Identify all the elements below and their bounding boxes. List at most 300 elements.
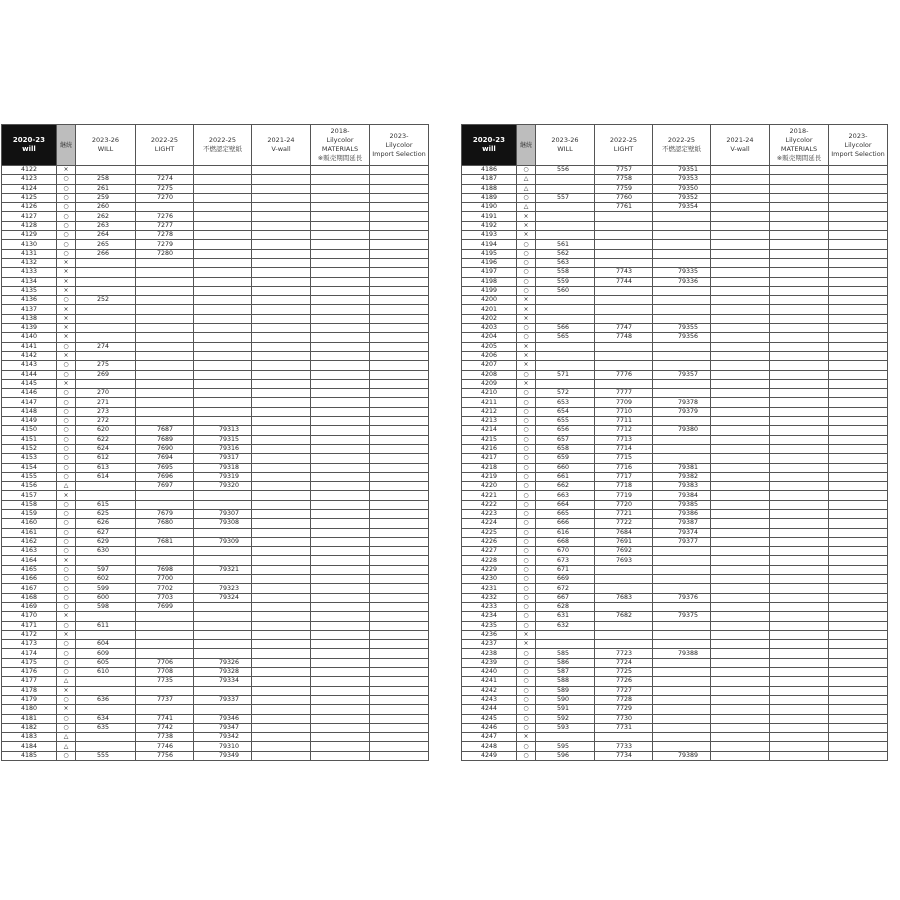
cell-status: ○ [57, 537, 76, 546]
cell-status: △ [57, 742, 76, 751]
cell-status: ○ [517, 268, 536, 277]
cell-vwall [711, 342, 770, 351]
cell-fireproof [194, 203, 252, 212]
cell-materials [770, 640, 829, 649]
table-row [462, 333, 888, 342]
cell-vwall [711, 193, 770, 202]
cell-will-2023 [76, 286, 136, 295]
cell-materials [311, 751, 370, 760]
table-row [462, 593, 888, 602]
cell-fireproof: 79350 [653, 184, 711, 193]
cell-light [136, 296, 194, 305]
cell-will-code: 4179 [2, 695, 57, 704]
cell-vwall [252, 296, 311, 305]
cell-will-code: 4143 [2, 361, 57, 370]
cell-will-code: 4177 [2, 677, 57, 686]
cell-import [370, 668, 429, 677]
cell-fireproof: 79375 [653, 612, 711, 621]
cell-vwall [711, 184, 770, 193]
cell-import [829, 314, 888, 323]
cell-will-code: 4224 [462, 519, 517, 528]
cell-fireproof [194, 379, 252, 388]
cell-will-2023: 274 [76, 342, 136, 351]
cell-status: ○ [517, 370, 536, 379]
cell-will-2023: 596 [536, 751, 595, 760]
cell-fireproof: 79380 [653, 426, 711, 435]
cell-light [595, 640, 653, 649]
cell-will-2023: 561 [536, 240, 595, 249]
cell-import [370, 258, 429, 267]
cell-will-2023: 661 [536, 472, 595, 481]
cell-import [829, 742, 888, 751]
cell-materials [770, 705, 829, 714]
cell-will-code: 4241 [462, 677, 517, 686]
cell-light [136, 649, 194, 658]
cell-status: ○ [57, 751, 76, 760]
cell-will-code: 4197 [462, 268, 517, 277]
cell-status: ○ [57, 463, 76, 472]
cell-light: 7714 [595, 444, 653, 453]
cell-materials [311, 482, 370, 491]
cell-fireproof: 79347 [194, 723, 252, 732]
cell-will-code: 4200 [462, 296, 517, 305]
cell-import [829, 444, 888, 453]
cell-will-2023 [536, 212, 595, 221]
table-row [462, 212, 888, 221]
cell-will-code: 4220 [462, 482, 517, 491]
cell-fireproof [194, 556, 252, 565]
cell-will-2023: 271 [76, 398, 136, 407]
cell-materials [770, 305, 829, 314]
cell-will-2023: 275 [76, 361, 136, 370]
cell-status: ○ [57, 528, 76, 537]
cell-status: ○ [57, 342, 76, 351]
cell-fireproof [194, 398, 252, 407]
cell-fireproof: 79384 [653, 491, 711, 500]
cell-fireproof [653, 556, 711, 565]
cell-status: ○ [57, 668, 76, 677]
cell-import [370, 407, 429, 416]
cell-light: 7693 [595, 556, 653, 565]
cell-materials [770, 175, 829, 184]
table-row [462, 695, 888, 704]
cell-will-code: 4182 [2, 723, 57, 732]
cell-fireproof: 79351 [653, 166, 711, 175]
cell-materials [770, 482, 829, 491]
cell-materials [311, 519, 370, 528]
cell-import [829, 677, 888, 686]
cell-materials [311, 221, 370, 230]
header-vwall: 2021-24 V-wall [252, 125, 311, 166]
cell-will-code: 4242 [462, 686, 517, 695]
left-table [1, 124, 429, 761]
cell-status: ○ [57, 296, 76, 305]
cell-materials [311, 705, 370, 714]
cell-materials [770, 500, 829, 509]
cell-will-2023: 658 [536, 444, 595, 453]
cell-fireproof: 79307 [194, 509, 252, 518]
cell-light: 7758 [595, 175, 653, 184]
cell-status: ○ [517, 454, 536, 463]
cell-import [829, 212, 888, 221]
cell-status: ○ [517, 556, 536, 565]
table-row [462, 389, 888, 398]
cell-light [136, 398, 194, 407]
cell-will-2023: 630 [76, 547, 136, 556]
cell-fireproof [194, 286, 252, 295]
cell-materials [311, 240, 370, 249]
cell-fireproof [653, 733, 711, 742]
cell-vwall [711, 407, 770, 416]
cell-import [370, 305, 429, 314]
cell-fireproof: 79316 [194, 444, 252, 453]
table-row [2, 556, 429, 565]
cell-will-2023: 614 [76, 472, 136, 481]
cell-status: ○ [57, 584, 76, 593]
cell-status: ○ [57, 621, 76, 630]
cell-light: 7760 [595, 193, 653, 202]
cell-will-2023: 669 [536, 575, 595, 584]
cell-import [370, 342, 429, 351]
cell-fireproof [194, 231, 252, 240]
cell-will-code: 4206 [462, 351, 517, 360]
cell-status: △ [57, 482, 76, 491]
cell-fireproof [653, 658, 711, 667]
cell-will-code: 4157 [2, 491, 57, 500]
cell-import [370, 621, 429, 630]
table-row [2, 407, 429, 416]
cell-will-2023 [76, 482, 136, 491]
cell-materials [770, 389, 829, 398]
cell-will-code: 4227 [462, 547, 517, 556]
cell-will-2023 [536, 640, 595, 649]
cell-will-code: 4158 [2, 500, 57, 509]
cell-import [829, 379, 888, 388]
cell-light: 7717 [595, 472, 653, 481]
cell-will-2023: 266 [76, 249, 136, 258]
cell-vwall [252, 342, 311, 351]
cell-fireproof: 79313 [194, 426, 252, 435]
cell-materials [770, 509, 829, 518]
table-row [2, 277, 429, 286]
cell-vwall [252, 314, 311, 323]
cell-vwall [711, 463, 770, 472]
cell-fireproof: 79324 [194, 593, 252, 602]
cell-vwall [252, 547, 311, 556]
cell-fireproof [653, 249, 711, 258]
cell-import [370, 742, 429, 751]
cell-light: 7735 [136, 677, 194, 686]
cell-materials [770, 324, 829, 333]
cell-import [829, 407, 888, 416]
cell-status: × [57, 166, 76, 175]
cell-light [595, 621, 653, 630]
cell-status: ○ [517, 547, 536, 556]
cell-materials [770, 426, 829, 435]
cell-import [829, 231, 888, 240]
cell-will-code: 4234 [462, 612, 517, 621]
cell-vwall [252, 537, 311, 546]
cell-import [829, 417, 888, 426]
left-table-body [2, 166, 429, 761]
cell-materials [311, 472, 370, 481]
cell-light: 7722 [595, 519, 653, 528]
cell-will-2023: 270 [76, 389, 136, 398]
cell-fireproof [653, 640, 711, 649]
cell-fireproof [194, 361, 252, 370]
cell-will-2023 [76, 742, 136, 751]
cell-will-code: 4190 [462, 203, 517, 212]
cell-vwall [711, 519, 770, 528]
table-row [2, 668, 429, 677]
cell-fireproof: 79346 [194, 714, 252, 723]
table-row [462, 584, 888, 593]
cell-fireproof: 79352 [653, 193, 711, 202]
cell-import [829, 668, 888, 677]
cell-import [370, 602, 429, 611]
cell-light [136, 324, 194, 333]
cell-import [829, 351, 888, 360]
cell-vwall [711, 547, 770, 556]
cell-materials [311, 584, 370, 593]
cell-materials [770, 658, 829, 667]
table-row [462, 444, 888, 453]
cell-light: 7725 [595, 668, 653, 677]
cell-import [370, 166, 429, 175]
cell-light [595, 379, 653, 388]
cell-light [136, 528, 194, 537]
cell-materials [770, 612, 829, 621]
cell-light: 7708 [136, 668, 194, 677]
cell-vwall [252, 379, 311, 388]
cell-status: ○ [57, 714, 76, 723]
cell-status: × [517, 379, 536, 388]
cell-will-2023: 670 [536, 547, 595, 556]
cell-status: ○ [517, 668, 536, 677]
cell-light: 7723 [595, 649, 653, 658]
cell-vwall [252, 482, 311, 491]
cell-light [595, 342, 653, 351]
table-row [462, 286, 888, 295]
cell-light [595, 212, 653, 221]
cell-import [370, 351, 429, 360]
cell-will-2023 [536, 361, 595, 370]
table-row [462, 547, 888, 556]
cell-fireproof: 79328 [194, 668, 252, 677]
cell-fireproof [653, 212, 711, 221]
cell-fireproof: 79353 [653, 175, 711, 184]
cell-materials [311, 677, 370, 686]
cell-vwall [252, 556, 311, 565]
cell-vwall [711, 565, 770, 574]
cell-import [370, 733, 429, 742]
header-fireproof: 2022-25 不燃認定壁紙 [194, 125, 252, 166]
header-row [2, 125, 429, 166]
cell-vwall [711, 166, 770, 175]
cell-will-code: 4239 [462, 658, 517, 667]
cell-materials [311, 537, 370, 546]
cell-materials [770, 723, 829, 732]
cell-light [136, 333, 194, 342]
table-row [462, 575, 888, 584]
cell-materials [311, 630, 370, 639]
cell-light: 7703 [136, 593, 194, 602]
cell-light: 7759 [595, 184, 653, 193]
cell-materials [770, 296, 829, 305]
cell-vwall [711, 324, 770, 333]
cell-will-code: 4213 [462, 417, 517, 426]
cell-import [829, 584, 888, 593]
cell-light [136, 305, 194, 314]
cell-light [595, 296, 653, 305]
header-light: 2022-25 LIGHT [595, 125, 653, 166]
cell-vwall [252, 361, 311, 370]
cell-status: ○ [517, 658, 536, 667]
cell-will-2023: 656 [536, 426, 595, 435]
cell-status: ○ [57, 593, 76, 602]
cell-import [829, 184, 888, 193]
cell-materials [311, 621, 370, 630]
cell-will-2023 [536, 231, 595, 240]
cell-fireproof [194, 649, 252, 658]
cell-vwall [711, 249, 770, 258]
cell-will-code: 4235 [462, 621, 517, 630]
cell-status: ○ [57, 212, 76, 221]
cell-fireproof [653, 584, 711, 593]
cell-vwall [252, 286, 311, 295]
cell-will-code: 4162 [2, 537, 57, 546]
cell-fireproof [653, 314, 711, 323]
cell-will-code: 4178 [2, 686, 57, 695]
cell-vwall [711, 314, 770, 323]
cell-vwall [252, 519, 311, 528]
cell-status: ○ [57, 565, 76, 574]
cell-fireproof [194, 370, 252, 379]
cell-import [829, 723, 888, 732]
cell-will-2023: 667 [536, 593, 595, 602]
cell-light [595, 630, 653, 639]
cell-fireproof [653, 630, 711, 639]
cell-will-2023: 263 [76, 221, 136, 230]
cell-status: ○ [57, 389, 76, 398]
cell-light [595, 314, 653, 323]
cell-vwall [711, 231, 770, 240]
cell-will-code: 4135 [2, 286, 57, 295]
cell-status: × [57, 379, 76, 388]
cell-vwall [711, 658, 770, 667]
cell-status: ○ [517, 472, 536, 481]
cell-light: 7687 [136, 426, 194, 435]
cell-will-code: 4218 [462, 463, 517, 472]
cell-status: ○ [517, 324, 536, 333]
cell-will-code: 4211 [462, 398, 517, 407]
cell-will-2023 [76, 677, 136, 686]
cell-will-2023: 261 [76, 184, 136, 193]
cell-vwall [252, 240, 311, 249]
cell-status: ○ [517, 528, 536, 537]
table-row [2, 621, 429, 630]
cell-materials [770, 649, 829, 658]
cell-materials [311, 668, 370, 677]
cell-materials [311, 370, 370, 379]
cell-materials [770, 751, 829, 760]
cell-status: × [517, 221, 536, 230]
cell-light [136, 389, 194, 398]
table-row [2, 203, 429, 212]
cell-status: ○ [57, 231, 76, 240]
cell-fireproof: 79310 [194, 742, 252, 751]
cell-status: ○ [517, 249, 536, 258]
cell-materials [311, 184, 370, 193]
cell-will-2023: 655 [536, 417, 595, 426]
cell-light: 7727 [595, 686, 653, 695]
cell-materials [311, 602, 370, 611]
table-row [2, 463, 429, 472]
cell-import [370, 528, 429, 537]
cell-materials [770, 491, 829, 500]
table-row [462, 240, 888, 249]
cell-will-2023: 269 [76, 370, 136, 379]
cell-light [136, 612, 194, 621]
cell-status: ○ [517, 686, 536, 695]
cell-vwall [711, 389, 770, 398]
table-row [462, 565, 888, 574]
cell-materials [770, 184, 829, 193]
cell-status: × [57, 277, 76, 286]
cell-materials [770, 565, 829, 574]
cell-status: ○ [517, 500, 536, 509]
cell-import [370, 231, 429, 240]
cell-vwall [711, 258, 770, 267]
cell-will-2023: 586 [536, 658, 595, 667]
cell-status: ○ [517, 751, 536, 760]
cell-fireproof: 79321 [194, 565, 252, 574]
table-row [2, 296, 429, 305]
cell-will-code: 4140 [2, 333, 57, 342]
cell-vwall [711, 528, 770, 537]
cell-will-2023: 558 [536, 268, 595, 277]
cell-will-code: 4153 [2, 454, 57, 463]
cell-light [595, 361, 653, 370]
cell-light: 7712 [595, 426, 653, 435]
cell-materials [311, 435, 370, 444]
cell-materials [311, 491, 370, 500]
cell-vwall [252, 277, 311, 286]
table-row [462, 361, 888, 370]
cell-fireproof [653, 296, 711, 305]
cell-light: 7694 [136, 454, 194, 463]
cell-will-2023: 657 [536, 435, 595, 444]
cell-import [829, 286, 888, 295]
cell-will-2023: 560 [536, 286, 595, 295]
cell-vwall [252, 723, 311, 732]
table-row [2, 175, 429, 184]
cell-fireproof [653, 240, 711, 249]
cell-vwall [252, 584, 311, 593]
table-row [2, 658, 429, 667]
cell-light: 7681 [136, 537, 194, 546]
cell-light [595, 286, 653, 295]
cell-will-code: 4238 [462, 649, 517, 658]
cell-will-code: 4236 [462, 630, 517, 639]
cell-will-2023: 632 [536, 621, 595, 630]
cell-vwall [711, 630, 770, 639]
cell-vwall [711, 361, 770, 370]
cell-fireproof: 79388 [653, 649, 711, 658]
cell-will-code: 4167 [2, 584, 57, 593]
cell-light: 7715 [595, 454, 653, 463]
cell-import [370, 723, 429, 732]
